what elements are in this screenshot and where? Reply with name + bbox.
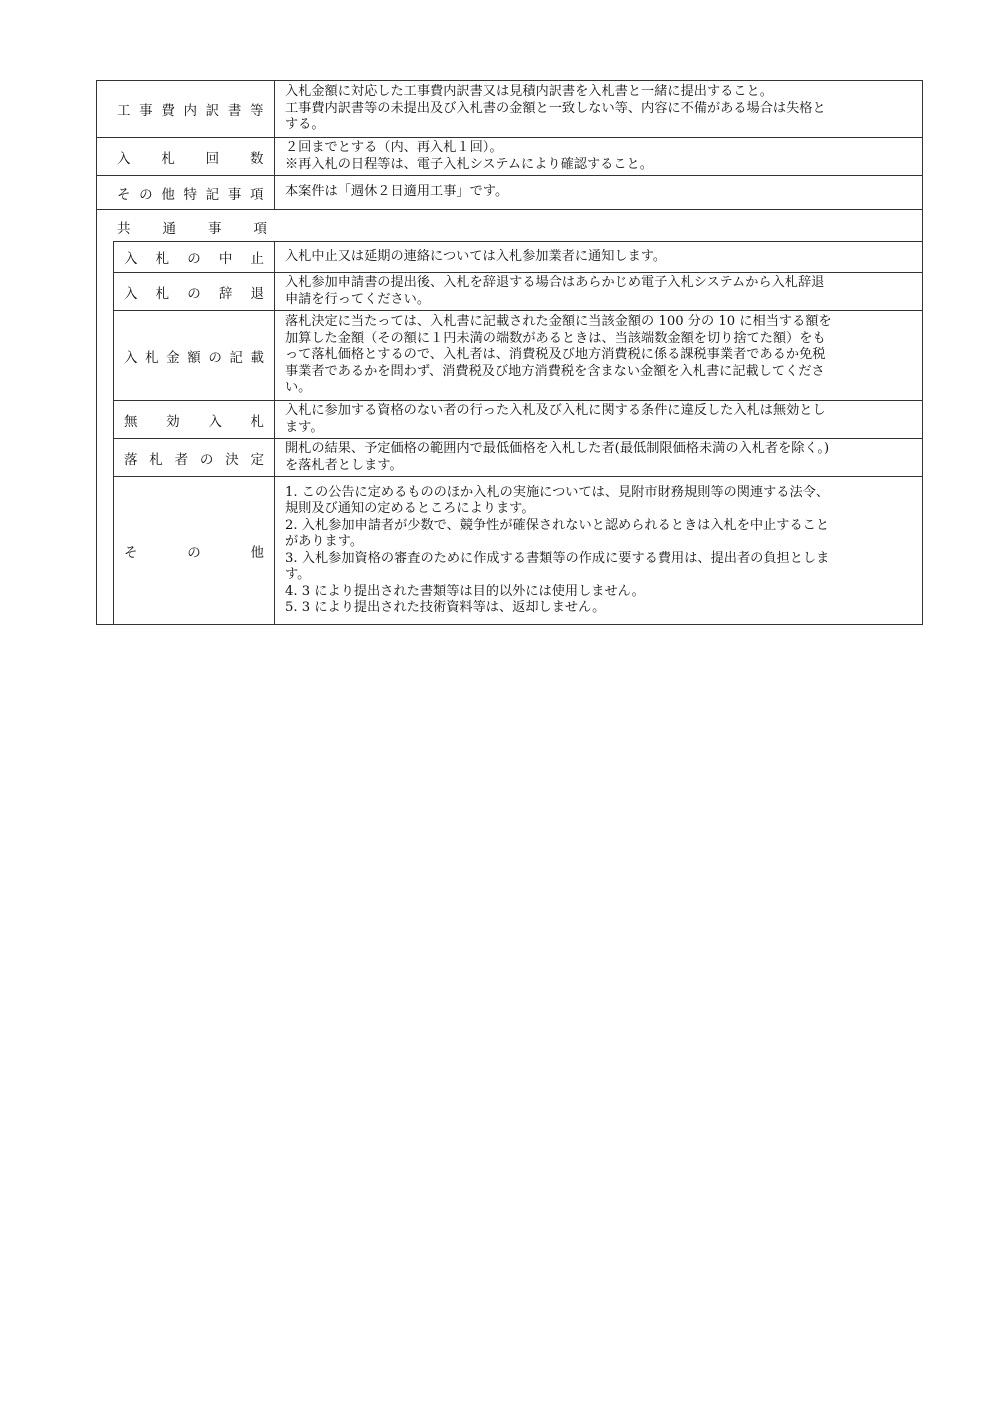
text-line: い。: [285, 380, 312, 396]
text-line: 1. この公告に定めるもののほか入札の実施については、見附市財務規則等の関連する法令、: [285, 484, 830, 500]
text-line: 入札参加申請書の提出後、入札を辞退する場合はあらかじめ電子入札システムから入札辞退: [285, 275, 825, 290]
row-label: 入札金額の記載: [114, 311, 275, 401]
table-row: [97, 81, 923, 138]
row-label: 入札回数: [97, 138, 275, 176]
text-line: 入札金額に対応した工事費内訳書又は見積内訳書を入札書と一緒に提出すること。: [285, 84, 773, 100]
table-row: [97, 439, 923, 477]
text-line: 落札決定に当たっては、入札書に記載された金額に当該金額の 100 分の 10 に相当する額を: [285, 314, 832, 330]
row-value: [275, 81, 923, 138]
text-line: す。: [285, 567, 311, 582]
common-heading-label: 共通事項: [117, 220, 267, 237]
text-line: 申請を行ってください。: [285, 291, 431, 307]
text-line: 工事費内訳書等の未提出及び入札書の金額と一致しない等、内容に不備がある場合は失格と: [285, 100, 826, 116]
row-label: 無効入札: [114, 401, 275, 439]
table-row: [97, 242, 923, 273]
text-line: 3. 入札参加資格の審査のために作成する書類等の作成に要する費用は、提出者の負担としま: [285, 550, 830, 566]
table-row: [97, 311, 923, 401]
table-row: [97, 176, 923, 210]
row-value: [275, 273, 923, 311]
text-line: って落札価格とするので、入札者は、消費税及び地方消費税に係る課税事業者であるか免税: [285, 347, 826, 363]
row-value: [275, 477, 923, 625]
text-line: 入札に参加する資格のない者の行った入札及び入札に関する条件に違反した入札は無効とし: [285, 403, 826, 418]
table-row: [97, 477, 923, 625]
row-value: [275, 138, 923, 176]
text-line: ※再入札の日程等は、電子入札システムにより確認すること。: [285, 156, 653, 172]
text-line: ２回までとする（内、再入札１回）。: [285, 140, 503, 155]
text-line: 開札の結果、予定価格の範囲内で最低価格を入札した者(最低制限価格未満の入札者を除く。): [285, 441, 830, 456]
text-line: 本案件は「週休２日適用工事」です。: [285, 184, 509, 200]
text-line: 加算した金額（その額に１円未満の端数があるときは、当該端数金額を切り捨てた額）をも: [285, 330, 826, 346]
text-line: 5. 3 により提出された技術資料等は、返却しません。: [285, 600, 606, 615]
table-row: [97, 401, 923, 439]
text-line: する。: [285, 117, 325, 133]
indent-spacer: [97, 242, 114, 625]
row-value: [275, 401, 923, 439]
common-heading-row: [97, 210, 923, 242]
common-heading: [97, 210, 923, 242]
conditions-table: [96, 80, 923, 625]
row-value: [275, 439, 923, 477]
notice-table-section: [96, 80, 923, 625]
text-line: を落札者とします。: [285, 457, 403, 473]
text-line: 入札中止又は延期の連絡については入札参加業者に通知します。: [285, 248, 667, 264]
text-line: 2. 入札参加申請者が少数で、競争性が確保されないと認められるときは入札を中止すること: [285, 517, 830, 533]
table-row: [97, 138, 923, 176]
row-label: 工事費内訳書等: [97, 81, 275, 138]
table-row: [97, 273, 923, 311]
text-line: 4. 3 により提出された書類等は目的以外には使用しません。: [285, 583, 645, 599]
row-label: 入札の辞退: [114, 273, 275, 311]
row-value: [275, 311, 923, 401]
row-label: その他特記事項: [97, 176, 275, 210]
row-label: 入札の中止: [114, 242, 275, 273]
text-line: ます。: [285, 419, 324, 435]
text-line: 規則及び通知の定めるところによります。: [285, 501, 535, 516]
row-value: [275, 242, 923, 273]
row-label: 落札者の決定: [114, 439, 275, 477]
row-value: [275, 176, 923, 210]
row-label: その他: [114, 477, 275, 625]
text-line: があります。: [285, 534, 364, 549]
text-line: 事業者であるかを問わず、消費税及び地方消費税を含まない金額を入札書に記載してくださ: [285, 363, 825, 379]
